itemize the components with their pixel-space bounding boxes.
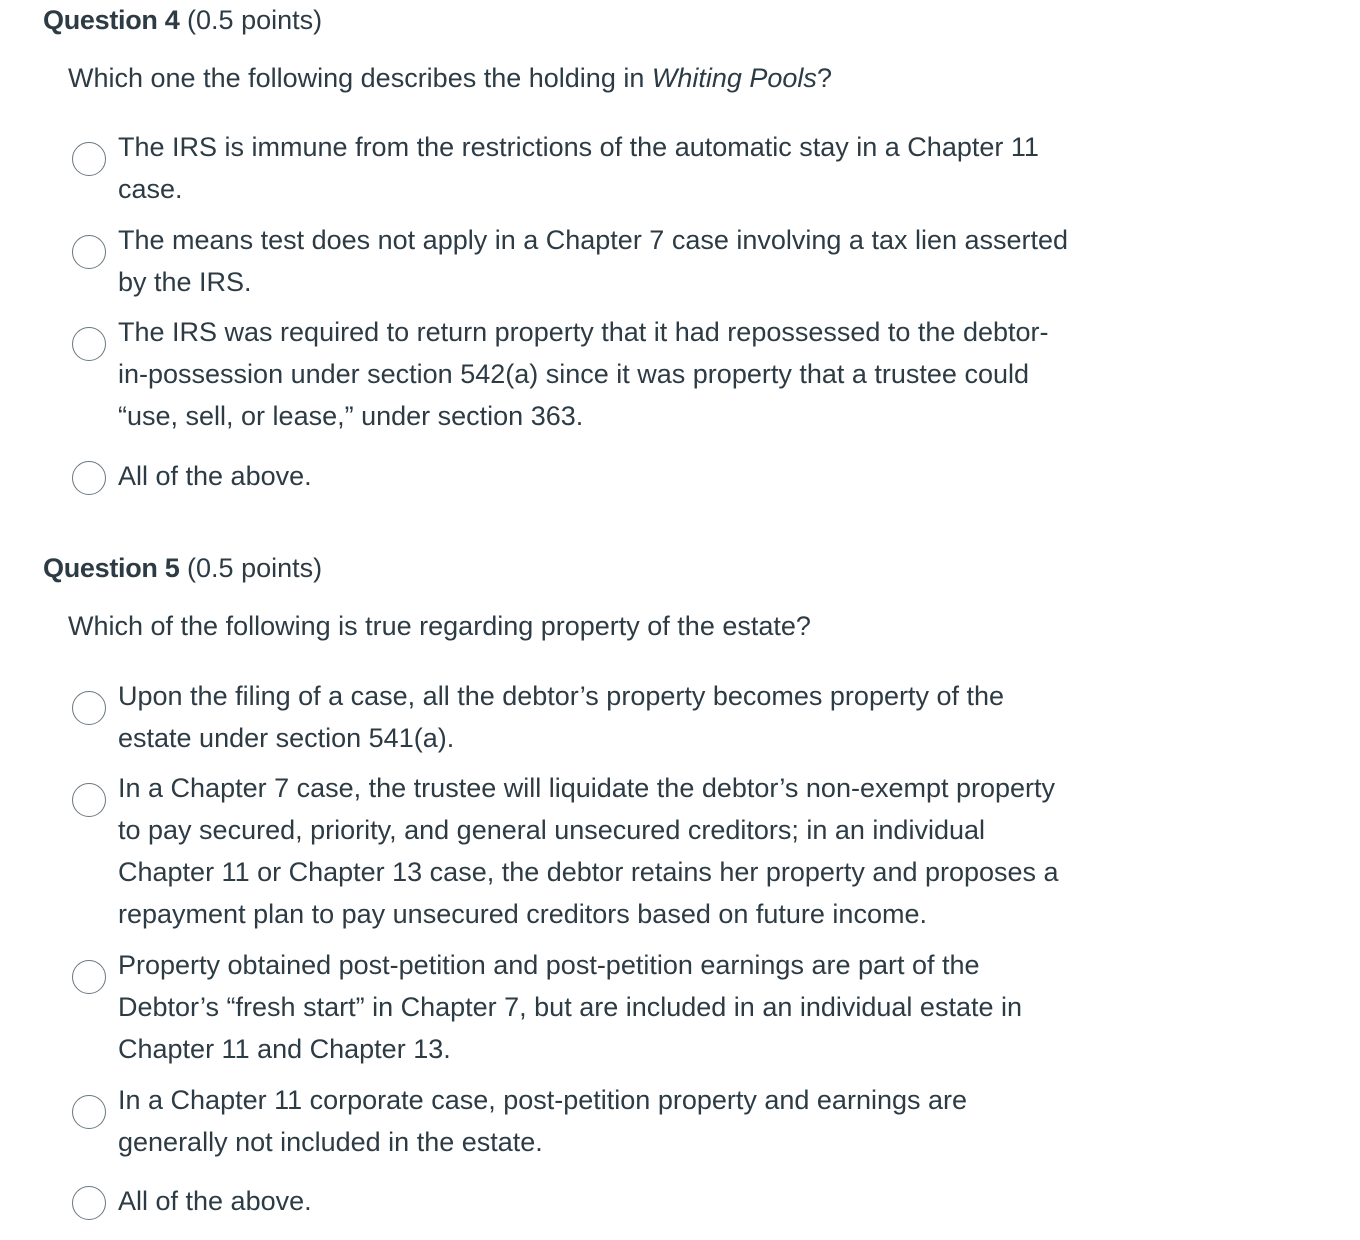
option-label: Upon the filing of a case, all the debtor’s property becomes property of the estate under section 541(a). — [118, 681, 1005, 753]
question-4-prompt-end: ? — [816, 63, 832, 93]
radio-button[interactable] — [72, 327, 106, 361]
option-label: All of the above. — [118, 1186, 312, 1216]
question-5-points: (0.5 points) — [187, 553, 323, 583]
radio-button[interactable] — [72, 1186, 106, 1220]
question-4-prompt-text: Which one the following describes the holding in — [68, 63, 652, 93]
question-4-case-name: Whiting Pools — [651, 63, 817, 93]
option-label: In a Chapter 11 corporate case, post-petition property and earnings are generally not included in the estate. — [118, 1085, 968, 1157]
question-5-title — [43, 551, 322, 585]
radio-button[interactable] — [72, 691, 106, 725]
question-5-label: Question 5 — [43, 553, 180, 583]
option-label: Property obtained post-petition and post-petition earnings are part of the Debtor’s “fresh start” in Chapter 7, but are included in an individual estate in Chapter 11 and Chapter 13. — [118, 950, 1022, 1064]
question-4-points: (0.5 points) — [187, 5, 323, 35]
radio-button[interactable] — [72, 960, 106, 994]
radio-button[interactable] — [72, 142, 106, 176]
radio-button[interactable] — [72, 235, 106, 269]
radio-button[interactable] — [72, 461, 106, 495]
option-label: All of the above. — [118, 461, 312, 491]
option-label: In a Chapter 7 case, the trustee will liquidate the debtor’s non-exempt property to pay secured, priority, and general unsecured creditors; in an individual Chapter 11 or Chapter 13 case, the debtor retains her property and proposes a repayment plan to pay unsecured creditors based on future income. — [118, 773, 1059, 929]
option-label: The IRS was required to return property that it had repossessed to the debtor- in-possession under section 542(a) since it was property that a trustee could “use, sell, or lease,” under section 363. — [118, 317, 1049, 431]
question-5-prompt: Which of the following is true regarding property of the estate? — [68, 611, 811, 641]
radio-button[interactable] — [72, 1095, 106, 1129]
option-label: The means test does not apply in a Chapter 7 case involving a tax lien asserted by the IRS. — [118, 225, 1069, 297]
question-4-label: Question 4 — [43, 5, 180, 35]
option-label: The IRS is immune from the restrictions of the automatic stay in a Chapter 11 case. — [118, 132, 1039, 204]
radio-button[interactable] — [72, 783, 106, 817]
question-4-title — [43, 3, 322, 37]
question-4-prompt — [68, 61, 832, 95]
